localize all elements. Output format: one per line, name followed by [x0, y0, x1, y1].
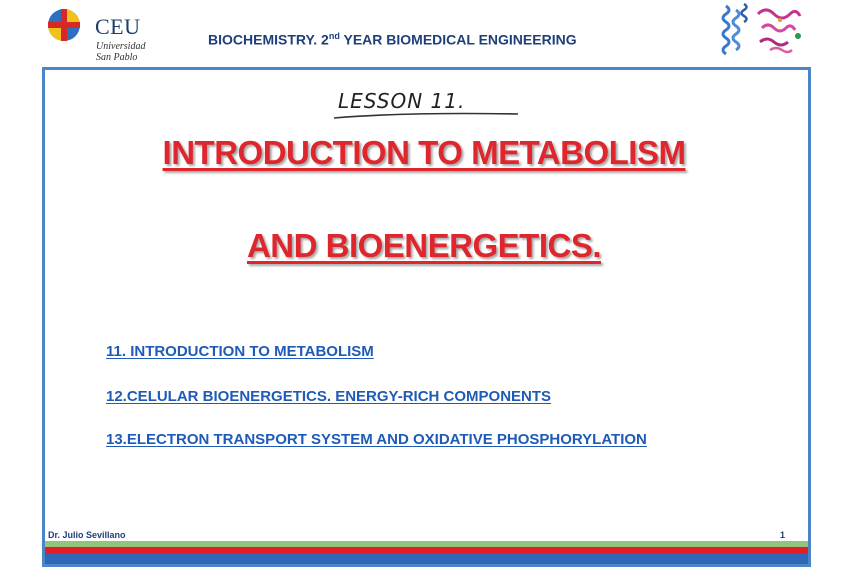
logo-name: CEU [95, 14, 141, 39]
page-number: 1 [780, 530, 786, 540]
logo-subtitle [96, 41, 145, 63]
slide-title-line1: INTRODUCTION TO METABOLISM [162, 134, 686, 171]
handwritten-lesson-text: LESSON 11. [338, 89, 466, 113]
footer-author: Dr. Julio Sevillano [48, 530, 126, 540]
lesson-link-13[interactable]: 13.ELECTRON TRANSPORT SYSTEM AND OXIDATIVE PHOSPHORYLATION [106, 431, 647, 448]
handwritten-lesson-note [286, 78, 526, 126]
ceu-logo [47, 8, 177, 63]
footer-bar-blue [45, 554, 808, 564]
ceu-cross-logo-icon [47, 8, 81, 42]
logo-subtitle-line2: San Pablo [96, 52, 138, 63]
lesson-link-12[interactable]: 12.CELULAR BIOENERGETICS. ENERGY-RICH COMPONENTS [106, 388, 552, 405]
course-title-prefix: BIOCHEMISTRY. 2 [208, 31, 329, 48]
footer-bar-red [45, 547, 808, 554]
slide-title-line2: AND BIOENERGETICS. [246, 227, 602, 264]
protein-structure-icon [718, 0, 814, 64]
lesson-link-11[interactable]: 11. INTRODUCTION TO METABOLISM [106, 343, 374, 360]
logo-subtitle-line1: Universidad [96, 41, 146, 52]
course-title-suffix: YEAR BIOMEDICAL ENGINEERING [339, 31, 577, 48]
course-title-sup: nd [328, 31, 340, 41]
course-title [208, 31, 577, 48]
